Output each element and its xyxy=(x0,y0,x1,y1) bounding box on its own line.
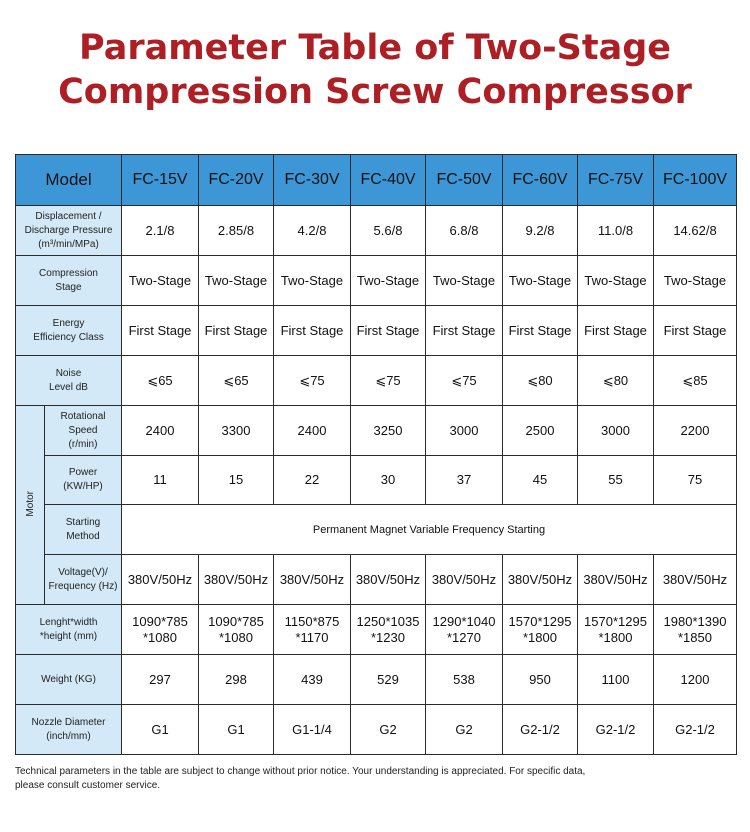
table-row xyxy=(16,605,737,655)
label-line: (inch/mm) xyxy=(46,730,91,742)
value-cell: 380V/50Hz xyxy=(426,555,503,605)
value-cell: 2500 xyxy=(503,406,578,456)
value-cell: 3000 xyxy=(578,406,654,456)
value-cell: 380V/50Hz xyxy=(654,555,737,605)
value-cell: 439 xyxy=(274,655,351,705)
value-cell: Two-Stage xyxy=(654,256,737,306)
table-row xyxy=(16,206,737,256)
value-cell: 4.2/8 xyxy=(274,206,351,256)
value-cell: 380V/50Hz xyxy=(351,555,426,605)
model-name-cell: FC-75V xyxy=(578,155,654,206)
value-cell: 380V/50Hz xyxy=(199,555,274,605)
value-cell: G2-1/2 xyxy=(578,705,654,755)
value-cell: 2.85/8 xyxy=(199,206,274,256)
model-name-cell: FC-60V xyxy=(503,155,578,206)
value-cell: 2200 xyxy=(654,406,737,456)
title-line-2: Compression Screw Compressor xyxy=(58,72,692,112)
motor-label: Motor xyxy=(24,490,36,517)
table-row xyxy=(16,356,737,406)
value-cell: Two-Stage xyxy=(503,256,578,306)
value-cell: 529 xyxy=(351,655,426,705)
row-label-cell xyxy=(16,605,122,655)
value-cell: 11.0/8 xyxy=(578,206,654,256)
table-row xyxy=(16,306,737,356)
value-cell: Two-Stage xyxy=(122,256,199,306)
value-cell: G2 xyxy=(426,705,503,755)
value-cell xyxy=(122,605,199,655)
label-line: Discharge Pressure xyxy=(24,224,113,236)
value-cell: 297 xyxy=(122,655,199,705)
table-row xyxy=(16,406,737,456)
value-cell: First Stage xyxy=(426,306,503,356)
value-cell xyxy=(654,605,737,655)
row-label-cell xyxy=(45,505,122,555)
value-cell: ⩽75 xyxy=(351,356,426,406)
row-label-cell xyxy=(45,406,122,456)
value-cell xyxy=(199,605,274,655)
value-cell: 2400 xyxy=(122,406,199,456)
table-row xyxy=(16,256,737,306)
value-cell: 22 xyxy=(274,456,351,505)
value-cell: 3250 xyxy=(351,406,426,456)
label-line: Efficiency Class xyxy=(33,331,104,343)
value-line: 1090*785 xyxy=(132,613,188,629)
label-line: Weight (KG) xyxy=(41,673,96,685)
value-cell: ⩽80 xyxy=(578,356,654,406)
value-cell xyxy=(503,605,578,655)
value-cell: 1200 xyxy=(654,655,737,705)
model-name-cell: FC-20V xyxy=(199,155,274,206)
value-cell: First Stage xyxy=(503,306,578,356)
label-line: Nozzle Diameter xyxy=(31,716,106,728)
model-name-cell: FC-100V xyxy=(654,155,737,206)
value-cell: 380V/50Hz xyxy=(274,555,351,605)
value-cell xyxy=(426,605,503,655)
label-line: (KW/HP) xyxy=(63,481,103,492)
value-cell: First Stage xyxy=(654,306,737,356)
value-cell xyxy=(351,605,426,655)
value-cell: Two-Stage xyxy=(199,256,274,306)
row-label-cell xyxy=(16,655,122,705)
value-cell: 55 xyxy=(578,456,654,505)
value-cell: ⩽75 xyxy=(426,356,503,406)
label-line: Rotational xyxy=(60,410,106,422)
page-title xyxy=(0,26,750,114)
row-label-cell xyxy=(16,705,122,755)
value-cell: 5.6/8 xyxy=(351,206,426,256)
value-line: 1250*1035 xyxy=(356,613,420,629)
value-cell xyxy=(274,605,351,655)
footnote xyxy=(15,765,735,793)
header-row xyxy=(16,155,737,206)
value-cell: ⩽65 xyxy=(122,356,199,406)
value-cell: 37 xyxy=(426,456,503,505)
label-line: Level dB xyxy=(49,381,88,393)
value-line: *1230 xyxy=(371,629,405,645)
value-cell: 2400 xyxy=(274,406,351,456)
value-cell: Two-Stage xyxy=(426,256,503,306)
value-cell: 3000 xyxy=(426,406,503,456)
table-row xyxy=(16,705,737,755)
label-line: Starting xyxy=(65,516,101,528)
table-row xyxy=(16,505,737,555)
label-line: Speed xyxy=(68,424,98,436)
model-name-cell: FC-30V xyxy=(274,155,351,206)
starting-method-value: Permanent Magnet Variable Frequency Starting xyxy=(122,505,737,555)
label-line: Frequency (Hz) xyxy=(48,580,118,592)
label-line: Stage xyxy=(55,281,82,293)
model-name-cell: FC-40V xyxy=(351,155,426,206)
label-line: (m³/min/MPa) xyxy=(38,238,99,250)
value-cell: 380V/50Hz xyxy=(578,555,654,605)
table-row xyxy=(16,655,737,705)
footnote-line-1: Technical parameters in the table are subject to change without prior notice. Your understanding is appreciated. For specific data, xyxy=(15,766,586,777)
value-cell: 11 xyxy=(122,456,199,505)
row-label-cell xyxy=(16,356,122,406)
label-line: Power xyxy=(68,467,98,478)
value-cell: 380V/50Hz xyxy=(122,555,199,605)
value-cell: ⩽80 xyxy=(503,356,578,406)
value-line: *1800 xyxy=(523,629,557,645)
label-line: (r/min) xyxy=(68,438,98,450)
model-header-cell: Model xyxy=(16,155,122,206)
value-cell: 298 xyxy=(199,655,274,705)
value-cell: 30 xyxy=(351,456,426,505)
value-cell: 380V/50Hz xyxy=(503,555,578,605)
value-cell: 14.62/8 xyxy=(654,206,737,256)
parameter-table xyxy=(15,154,737,755)
footnote-line-2: please consult customer service. xyxy=(15,780,161,791)
value-line: 1150*875 xyxy=(284,613,340,629)
value-line: 1980*1390 xyxy=(663,613,727,629)
value-cell: 45 xyxy=(503,456,578,505)
value-line: *1080 xyxy=(143,629,177,645)
label-line: Displacement / xyxy=(35,210,102,222)
label-line: Compression xyxy=(39,267,98,279)
value-line: 1290*1040 xyxy=(432,613,496,629)
value-cell: Two-Stage xyxy=(578,256,654,306)
model-name-cell: FC-15V xyxy=(122,155,199,206)
label-line: Energy xyxy=(52,317,85,329)
label-line: Lenght*width xyxy=(39,616,98,628)
value-cell: 75 xyxy=(654,456,737,505)
model-name-cell: FC-50V xyxy=(426,155,503,206)
value-line: 1570*1295 xyxy=(584,613,647,629)
motor-group-cell xyxy=(16,406,45,605)
value-cell: ⩽65 xyxy=(199,356,274,406)
value-cell: ⩽85 xyxy=(654,356,737,406)
value-line: *1800 xyxy=(598,629,633,645)
row-label-cell xyxy=(16,306,122,356)
value-cell: 1100 xyxy=(578,655,654,705)
label-line: *height (mm) xyxy=(39,630,98,642)
label-line: Method xyxy=(66,530,100,542)
value-cell: First Stage xyxy=(199,306,274,356)
value-line: *1270 xyxy=(447,629,481,645)
value-cell: 950 xyxy=(503,655,578,705)
label-line: Noise xyxy=(55,367,82,379)
value-cell: Two-Stage xyxy=(351,256,426,306)
table-row xyxy=(16,456,737,505)
value-line: *1080 xyxy=(219,629,253,645)
value-line: 1090*785 xyxy=(208,613,264,629)
value-cell: Two-Stage xyxy=(274,256,351,306)
value-cell: First Stage xyxy=(122,306,199,356)
value-line: *1170 xyxy=(295,629,329,645)
row-label-cell xyxy=(16,206,122,256)
value-cell: First Stage xyxy=(274,306,351,356)
value-cell: G1-1/4 xyxy=(274,705,351,755)
value-line: *1850 xyxy=(678,629,712,645)
title-line-1: Parameter Table of Two-Stage xyxy=(78,28,672,68)
value-cell: G2-1/2 xyxy=(503,705,578,755)
value-cell: G1 xyxy=(122,705,199,755)
value-cell: G2-1/2 xyxy=(654,705,737,755)
value-cell: First Stage xyxy=(351,306,426,356)
label-line: Voltage(V)/ xyxy=(58,566,108,578)
value-cell: First Stage xyxy=(578,306,654,356)
value-cell: 538 xyxy=(426,655,503,705)
table-row xyxy=(16,555,737,605)
value-cell: G2 xyxy=(351,705,426,755)
value-line: 1570*1295 xyxy=(508,613,572,629)
value-cell: 15 xyxy=(199,456,274,505)
row-label-cell xyxy=(45,456,122,505)
value-cell xyxy=(578,605,654,655)
value-cell: ⩽75 xyxy=(274,356,351,406)
value-cell: 6.8/8 xyxy=(426,206,503,256)
value-cell: 9.2/8 xyxy=(503,206,578,256)
value-cell: 2.1/8 xyxy=(122,206,199,256)
value-cell: G1 xyxy=(199,705,274,755)
value-cell: 3300 xyxy=(199,406,274,456)
row-label-cell xyxy=(16,256,122,306)
row-label-cell xyxy=(45,555,122,605)
